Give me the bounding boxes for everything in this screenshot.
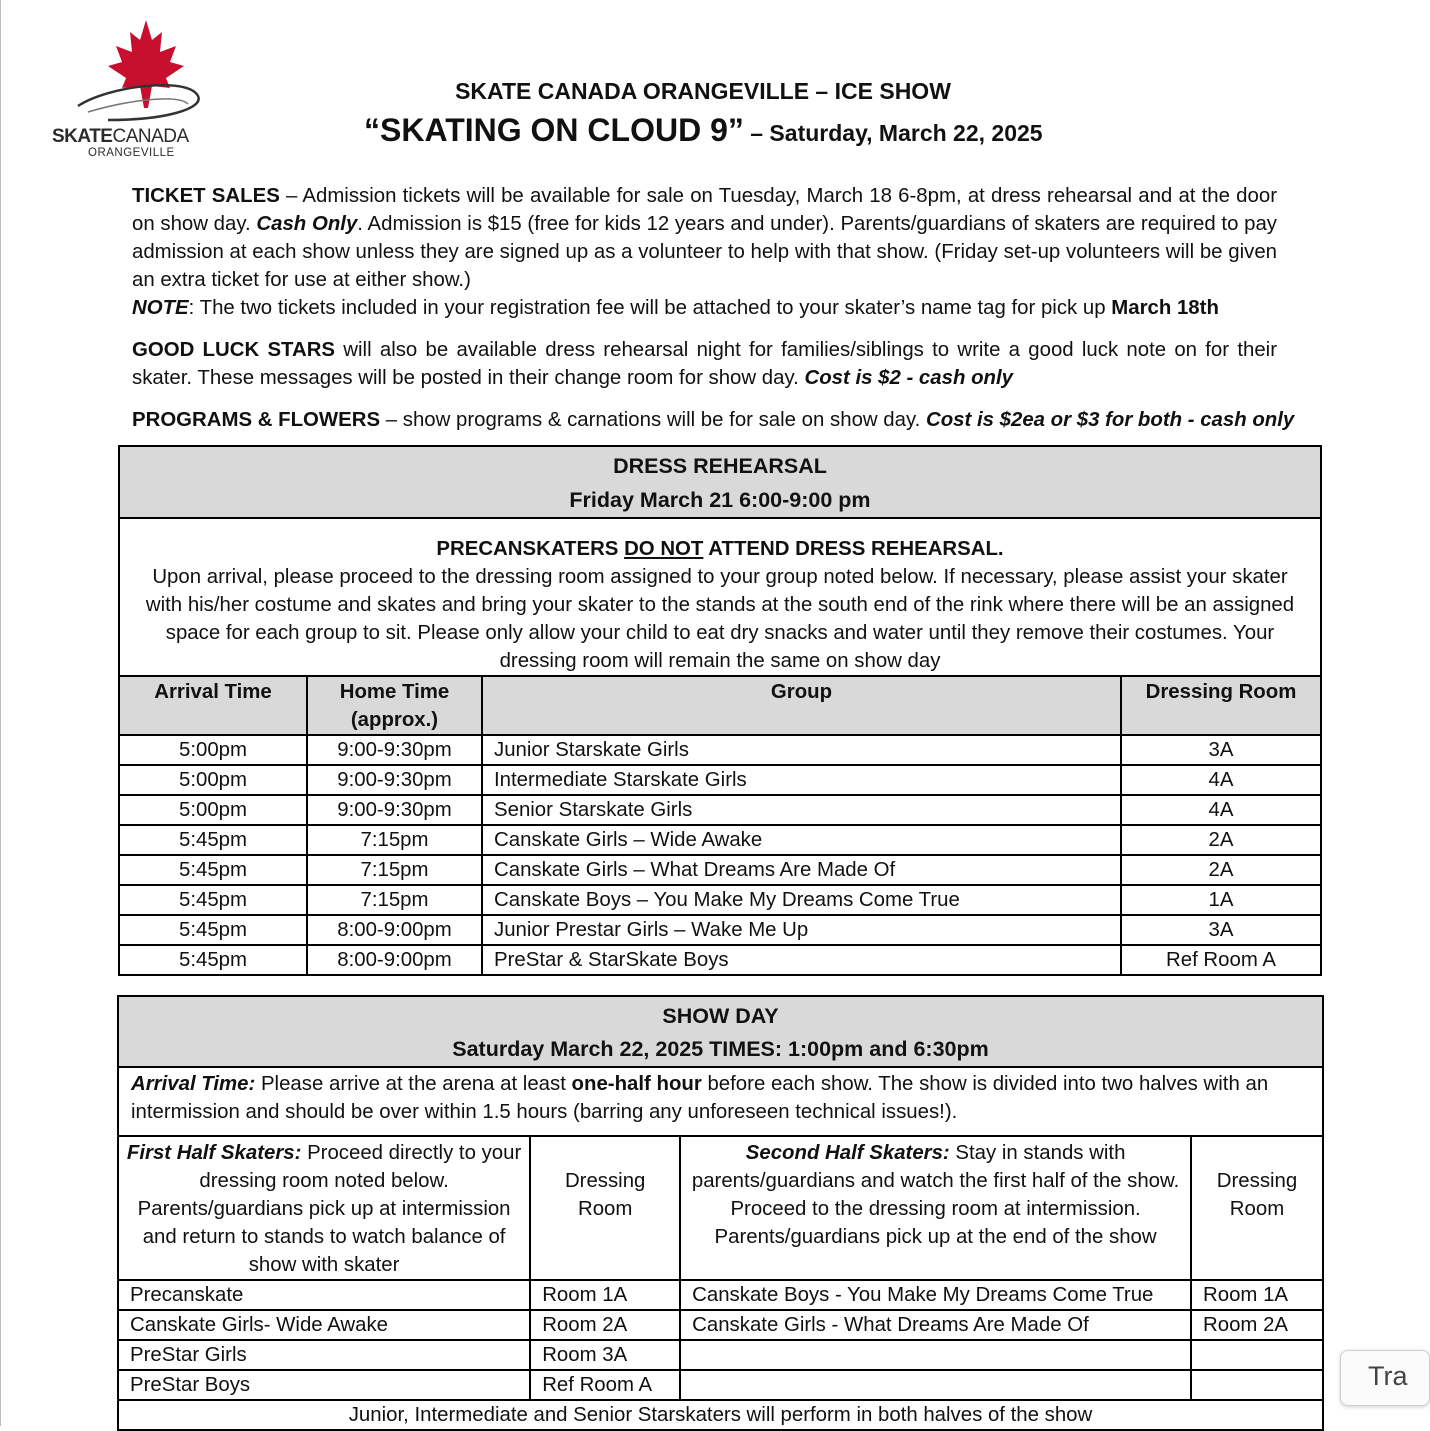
show-title: “SKATING ON CLOUD 9”: [364, 112, 744, 148]
show-arrival-info: Arrival Time: Please arrive at the arena at least one-half hour before each show. The show is divided into two halves with an intermission and should be over within 1.5 hours (barring any unforeseen technical issues!).: [118, 1067, 1323, 1136]
group-cell: Canskate Boys – You Make My Dreams Come True: [482, 885, 1121, 915]
second-half-group-cell: Canskate Boys - You Make My Dreams Come True: [680, 1280, 1191, 1310]
second-half-group-cell: Canskate Girls - What Dreams Are Made Of: [680, 1310, 1191, 1340]
logo-brand: SKATECANADA: [52, 126, 189, 147]
show-day-row: [118, 1340, 1323, 1370]
arrival-cell: 5:00pm: [119, 765, 307, 795]
dress-rehearsal-row: [119, 855, 1321, 885]
home-time-cell: 7:15pm: [307, 885, 482, 915]
group-cell: Canskate Girls – What Dreams Are Made Of: [482, 855, 1121, 885]
show-footer-note: Junior, Intermediate and Senior Starskaters will perform in both halves of the show: [118, 1400, 1323, 1430]
dress-rehearsal-heading: DRESS REHEARSAL Friday March 21 6:00-9:00 pm: [119, 446, 1321, 518]
group-cell: Intermediate Starskate Girls: [482, 765, 1121, 795]
logo-subtitle: ORANGEVILLE: [88, 147, 175, 159]
dress-rehearsal-row: [119, 885, 1321, 915]
group-cell: Junior Starskate Girls: [482, 735, 1121, 765]
first-half-room-cell: Room 1A: [530, 1280, 680, 1310]
show-day-row: [118, 1370, 1323, 1400]
second-half-group-cell: [680, 1340, 1191, 1370]
show-day-row: [118, 1310, 1323, 1340]
ticket-sales-paragraph: TICKET SALES – Admission tickets will be available for sale on Tuesday, March 18 6-8pm, at dress rehearsal and at the door on show day. Cash Only. Admission is $15 (free for kids 12 years and under). Parents/guardians of skaters are required to pay admission at each show unless they are signed up as a volunteer to help with that show. (Friday set-up volunteers will be given an extra ticket for use at either show.): [132, 185, 1277, 291]
group-cell: Junior Prestar Girls – Wake Me Up: [482, 915, 1121, 945]
dress-rehearsal-row: [119, 765, 1321, 795]
ticket-note: NOTE: The two tickets included in your registration fee will be attached to your skater’s name tag for pick up March 18th: [132, 297, 1219, 319]
translate-label: Tra: [1368, 1361, 1408, 1391]
show-day-row: [118, 1280, 1323, 1310]
dress-rehearsal-table: [118, 445, 1322, 976]
home-time-cell: 9:00-9:30pm: [307, 795, 482, 825]
group-cell: PreStar & StarSkate Boys: [482, 945, 1121, 975]
dressing-room-cell: 3A: [1121, 735, 1321, 765]
home-time-cell: 8:00-9:00pm: [307, 915, 482, 945]
home-time-cell: 9:00-9:30pm: [307, 735, 482, 765]
dress-rehearsal-row: [119, 825, 1321, 855]
show-date: – Saturday, March 22, 2025: [743, 120, 1043, 146]
first-half-group-cell: PreStar Boys: [118, 1370, 530, 1400]
page-edge: [0, 0, 1, 1426]
arrival-cell: 5:45pm: [119, 915, 307, 945]
home-time-cell: 7:15pm: [307, 855, 482, 885]
first-half-room-cell: Ref Room A: [530, 1370, 680, 1400]
first-half-group-cell: Canskate Girls- Wide Awake: [118, 1310, 530, 1340]
programs-paragraph: PROGRAMS & FLOWERS – show programs & carnations will be for sale on show day. Cost is $2ea or $3 for both - cash only: [132, 409, 1295, 431]
second-half-group-cell: [680, 1370, 1191, 1400]
maple-leaf-icon: [48, 16, 218, 136]
arrival-cell: 5:45pm: [119, 825, 307, 855]
dressing-room-cell: 2A: [1121, 855, 1321, 885]
dress-rehearsal-row: [119, 915, 1321, 945]
first-half-group-cell: PreStar Girls: [118, 1340, 530, 1370]
col-home-time: Home Time (approx.): [307, 676, 482, 735]
home-time-cell: 8:00-9:00pm: [307, 945, 482, 975]
first-half-room-cell: Room 2A: [530, 1310, 680, 1340]
second-half-room-cell: [1191, 1340, 1323, 1370]
dress-rehearsal-instructions: PRECANSKATERS DO NOT ATTEND DRESS REHEARSAL. Upon arrival, please proceed to the dressing room assigned to your group noted below. If necessary, please assist your skater with his/her costume and skates and bring your skater to the stands at the south end of the rink where there will be an assigned space for each group to sit. Please only allow your child to eat dry snacks and water until they remove their costumes. Your dressing room will remain the same on show day: [119, 518, 1321, 676]
col-group: Group: [482, 676, 1121, 735]
second-half-room-cell: Room 2A: [1191, 1310, 1323, 1340]
arrival-cell: 5:45pm: [119, 855, 307, 885]
translate-button[interactable]: [1340, 1350, 1430, 1406]
col-arrival-time: Arrival Time: [119, 676, 307, 735]
group-cell: Senior Starskate Girls: [482, 795, 1121, 825]
home-time-cell: 9:00-9:30pm: [307, 765, 482, 795]
first-half-room-header: Dressing Room: [530, 1136, 680, 1280]
arrival-cell: 5:00pm: [119, 735, 307, 765]
dress-rehearsal-row: [119, 945, 1321, 975]
dressing-room-cell: 4A: [1121, 795, 1321, 825]
first-half-room-cell: Room 3A: [530, 1340, 680, 1370]
show-day-table: [117, 995, 1324, 1431]
dressing-room-cell: 3A: [1121, 915, 1321, 945]
arrival-cell: 5:45pm: [119, 885, 307, 915]
dressing-room-cell: Ref Room A: [1121, 945, 1321, 975]
good-luck-paragraph: GOOD LUCK STARS will also be available dress rehearsal night for families/siblings to write a good luck note on for their skater. These messages will be posted in their change room for show day. Cost is $2 - cash only: [132, 339, 1277, 389]
page-title: [364, 112, 1043, 149]
dressing-room-cell: 2A: [1121, 825, 1321, 855]
second-half-description: Second Half Skaters: Stay in stands with parents/guardians and watch the first half of the show. Proceed to the dressing room at intermission. Parents/guardians pick up at the end of the show: [680, 1136, 1191, 1280]
col-dressing-room: Dressing Room: [1121, 676, 1321, 735]
show-day-heading: SHOW DAY Saturday March 22, 2025 TIMES: 1:00pm and 6:30pm: [118, 996, 1323, 1067]
dress-rehearsal-row: [119, 795, 1321, 825]
second-half-room-cell: Room 1A: [1191, 1280, 1323, 1310]
dressing-room-cell: 4A: [1121, 765, 1321, 795]
second-half-room-cell: [1191, 1370, 1323, 1400]
first-half-description: First Half Skaters: Proceed directly to your dressing room noted below. Parents/guardians pick up at intermission and return to stands to watch balance of show with skater: [118, 1136, 530, 1280]
first-half-group-cell: Precanskate: [118, 1280, 530, 1310]
dress-rehearsal-row: [119, 735, 1321, 765]
dress-rehearsal-header-row: [119, 676, 1321, 735]
header-line: SKATE CANADA ORANGEVILLE – ICE SHOW: [455, 78, 951, 104]
arrival-cell: 5:45pm: [119, 945, 307, 975]
second-half-room-header: Dressing Room: [1191, 1136, 1323, 1280]
home-time-cell: 7:15pm: [307, 825, 482, 855]
arrival-cell: 5:00pm: [119, 795, 307, 825]
dressing-room-cell: 1A: [1121, 885, 1321, 915]
group-cell: Canskate Girls – Wide Awake: [482, 825, 1121, 855]
